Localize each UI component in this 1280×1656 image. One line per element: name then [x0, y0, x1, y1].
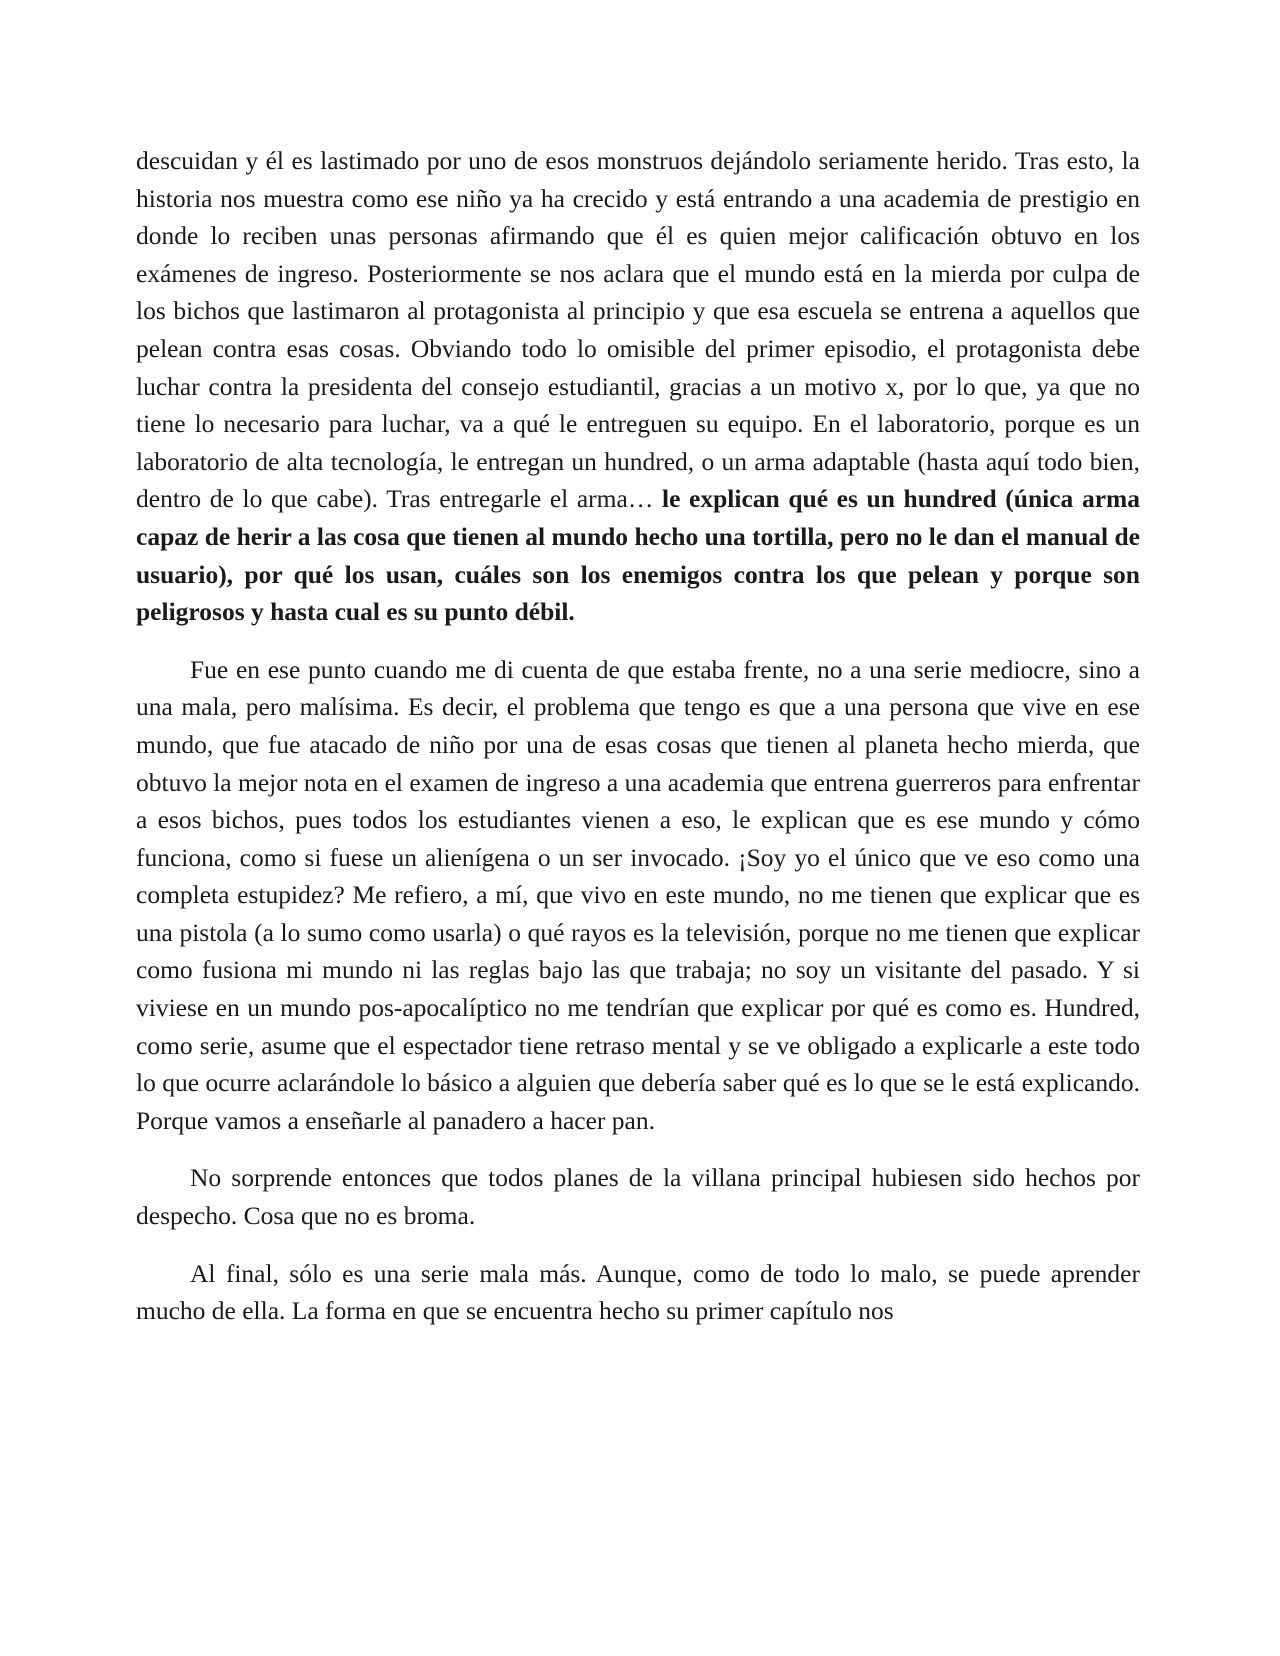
paragraph-4: Al final, sólo es una serie mala más. Aunque, como de todo lo malo, se puede aprender mucho de ella. La forma en que se encuentra hecho su primer capítulo nos — [136, 1258, 1140, 1326]
paragraph-1-bold-text: le explican qué es un hundred (única arma capaz de herir a las cosa que tienen al mundo hecho una tortilla, pero no le dan el manual de usuario), por qué los usan, cuáles son los enemigos contra los que pelean y porque son peligrosos y hasta cual es su punto débil. — [136, 484, 1141, 627]
paragraph-1-text: descuidan y él es lastimado por uno de esos monstruos dejándolo seriamente herido. Tras esto, la historia nos muestra como ese niño ya ha crecido y está entrando a una academia de prestigio en donde lo reciben unas personas afirmando que él es quien mejor calificación obtuvo en los exámenes de ingreso. Posteriormente se nos aclara que el mundo está en la mierda por culpa de los bichos que lastimaron al protagonista al principio y que esa escuela se entrena a aquellos que pelean contra esas cosas. Obviando todo lo omisible del primer episodio, el protagonista debe luchar contra la presidenta del consejo estudiantil, gracias a un motivo x, por lo que, ya que no tiene lo necesario para luchar, va a qué le entreguen su equipo. En el laboratorio, porque es un laboratorio de alta tecnología, le entregan un hundred, o un arma adaptable (hasta aquí todo bien, dentro de lo que cabe). Tras entregarle el arma… — [136, 146, 1140, 514]
document-page — [136, 142, 1140, 1330]
paragraph-3: No sorprende entonces que todos planes de la villana principal hubiesen sido hechos por despecho. Cosa que no es broma. — [136, 1163, 1140, 1231]
paragraph-1 — [136, 142, 1140, 631]
paragraph-2: Fue en ese punto cuando me di cuenta de que estaba frente, no a una serie mediocre, sino a una mala, pero malísima. Es decir, el problema que tengo es que a una persona que vive en ese mundo, que fue atacado de niño por una de esas cosas que tienen al planeta hecho mierda, que obtuvo la mejor nota en el examen de ingreso a una academia que entrena guerreros para enfrentar a esos bichos, pues todos los estudiantes vienen a eso, le explican que es ese mundo y cómo funciona, como si fuese un alienígena o un ser invocado. ¡Soy yo el único que ve eso como una completa estupidez? Me refiero, a mí, que vivo en este mundo, no me tienen que explicar que es una pistola (a lo sumo como usarla) o qué rayos es la televisión, porque no me tienen que explicar como fusiona mi mundo ni las reglas bajo las que trabaja; no soy un visitante del pasado. Y si viviese en un mundo pos-apocalíptico no me tendrían que explicar por qué es como es. Hundred, como serie, asume que el espectador tiene retraso mental y se ve obligado a explicarle a este todo lo que ocurre aclarándole lo básico a alguien que debería saber qué es lo que se le está explicando. Porque vamos a enseñarle al panadero a hacer pan. — [136, 654, 1140, 1135]
